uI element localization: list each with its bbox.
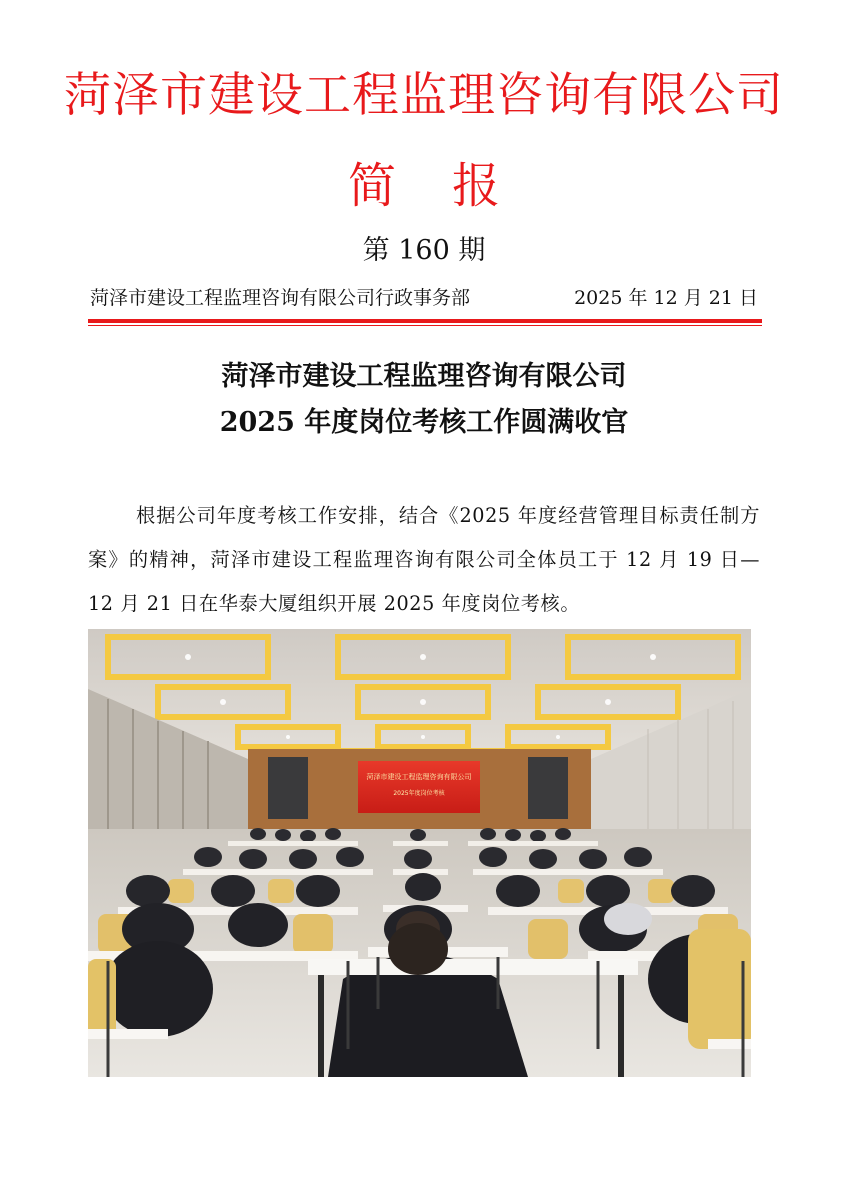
exam-hall-photo xyxy=(88,629,751,1077)
issuer-row xyxy=(88,283,760,313)
screen-text-line1: 菏泽市建设工程监理咨询有限公司 xyxy=(366,773,472,781)
article-headline-line2: 2025 年度岗位考核工作圆满收官 xyxy=(219,407,629,438)
screen-text-line2: 2025年度岗位考核 xyxy=(393,790,445,797)
masthead-company-name: 菏泽市建设工程监理咨询有限公司 xyxy=(64,68,784,123)
bulletin-title-part1: 简 xyxy=(347,158,396,214)
issue-number: 第 160 期 xyxy=(362,235,486,266)
stage-screen xyxy=(358,761,480,813)
red-divider-thick xyxy=(88,319,762,323)
article-headline-line1: 菏泽市建设工程监理咨询有限公司 xyxy=(221,361,627,392)
red-divider-thin xyxy=(88,325,762,326)
masthead-bulletin-title xyxy=(0,154,848,218)
issue-date: 2025 年 12 月 21 日 xyxy=(574,287,758,309)
article-paragraph: 根据公司年度考核工作安排，结合《2025 年度经营管理目标责任制方案》的精神，菏泽市建设工程监理咨询有限公司全体员工于 12 月 19 日—12 月 21 日在华泰大厦组织开展 2025 年度岗位考核。 xyxy=(88,504,760,615)
bulletin-title-part2: 报 xyxy=(452,158,501,214)
issuer-department: 菏泽市建设工程监理咨询有限公司行政事务部 xyxy=(90,287,471,309)
